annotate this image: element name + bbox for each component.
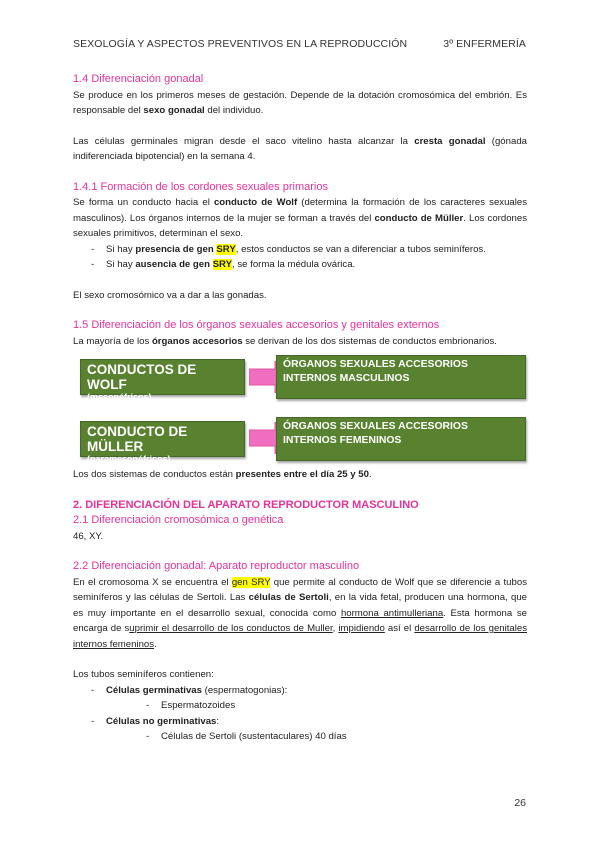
- page-number: 26: [514, 797, 526, 809]
- section-2-2-paragraph: En el cromosoma X se encuentra el gen SRY que permite al conducto de Wolf que se diferencie a tubos seminíferos y las células de Sertoli. Las células de Sertoli, en la vida fetal, producen una hormona, que es muy importante en el desarrollo sexual, conocida como hormona antimulleriana. Esta hormona se encarga de suprimir el desarrollo de los conductos de Muller, impidiendo así el desarrollo de los genitales internos femeninos.: [73, 576, 528, 650]
- section-1-5-heading: 1.5 Diferenciación de los órganos sexuales accesorios y genitales externos: [73, 319, 440, 331]
- list-item: - Células de Sertoli (sustentaculares) 40 días: [146, 729, 527, 745]
- ducts-diagram: [73, 355, 527, 489]
- sry-list: [73, 242, 527, 273]
- wolf-ducts-title: CONDUCTOS DE WOLF: [87, 362, 197, 392]
- section-2-heading: 2. DIFERENCIACIÓN DEL APARATO REPRODUCTOR MASCULINO: [73, 498, 419, 511]
- list-item: - Células germinativas (espermatogonias): - Espermatozoides: [91, 683, 527, 714]
- muller-duct-title: CONDUCTO DE MÜLLER: [87, 424, 188, 454]
- list-item: - Células no germinativas: - Células de Sertoli (sustentaculares) 40 días: [91, 714, 527, 745]
- muller-duct-subtitle: (paramesonéfricos): [87, 454, 171, 464]
- section-1-4-1-paragraph: Se forma un conducto hacia el conducto de Wolf (determina la formación de los caracteres sexuales masculinos). Los órganos internos de la mujer se forman a través del conducto de Müller. Los cordones sexuales primitivos, determinan el sexo.: [73, 197, 528, 239]
- tubes-content-list: [73, 683, 527, 745]
- header-right: 3º ENFERMERÍA: [443, 38, 526, 50]
- list-item: - Si hay presencia de gen SRY, estos conductos se van a diferenciar a tubos seminíferos.: [91, 242, 527, 258]
- section-1-4-heading: 1.4 Diferenciación gonadal: [73, 73, 204, 85]
- male-accessory-organs-text: ÓRGANOS SEXUALES ACCESORIOS INTERNOS MASCULINOS: [283, 359, 468, 384]
- section-2-1-text: 46, XY.: [73, 530, 104, 542]
- wolf-ducts-box: [80, 359, 245, 402]
- section-1-5-paragraph: La mayoría de los órganos accesorios se derivan de los dos sistemas de conductos embrionarios.: [73, 335, 497, 347]
- chromosomal-sex-sentence: El sexo cromosómico va a dar a las gonadas.: [73, 289, 267, 301]
- page-content: [73, 72, 527, 745]
- list-item: - Si hay ausencia de gen SRY, se forma la médula ovárica.: [91, 257, 527, 273]
- list-item: - Espermatozoides: [146, 698, 527, 714]
- wolf-ducts-subtitle: (mesonéfricos): [87, 392, 152, 402]
- section-2-2-heading: 2.2 Diferenciación gonadal: Aparato reproductor masculino: [73, 560, 360, 572]
- section-1-4-1-heading: 1.4.1 Formación de los cordones sexuales primarios: [73, 180, 328, 193]
- section-1-4-paragraph-1: Se produce en los primeros meses de gestación. Depende de la dotación cromosómica del embrión. Es responsable del sexo gonadal del individuo.: [73, 89, 527, 116]
- muller-duct-box: [80, 421, 245, 464]
- ducts-presence-sentence: Los dos sistemas de conductos están presentes entre el día 25 y 50.: [73, 469, 372, 480]
- header-left: SEXOLOGÍA Y ASPECTOS PREVENTIVOS EN LA REPRODUCCIÓN: [73, 38, 408, 50]
- tubes-intro: Los tubos seminíferos contienen:: [73, 669, 214, 680]
- section-1-4-paragraph-2: Las células germinales migran desde el saco vitelino hasta alcanzar la cresta gonadal (gónada indiferenciada bipotencial) en la semana 4.: [73, 135, 527, 162]
- female-accessory-organs-text: ÓRGANOS SEXUALES ACCESORIOS INTERNOS FEMENINOS: [283, 421, 468, 446]
- male-accessory-organs-box: [276, 355, 526, 399]
- section-2-1-heading: 2.1 Diferenciación cromosómica o genética: [73, 514, 284, 526]
- female-accessory-organs-box: [276, 417, 526, 461]
